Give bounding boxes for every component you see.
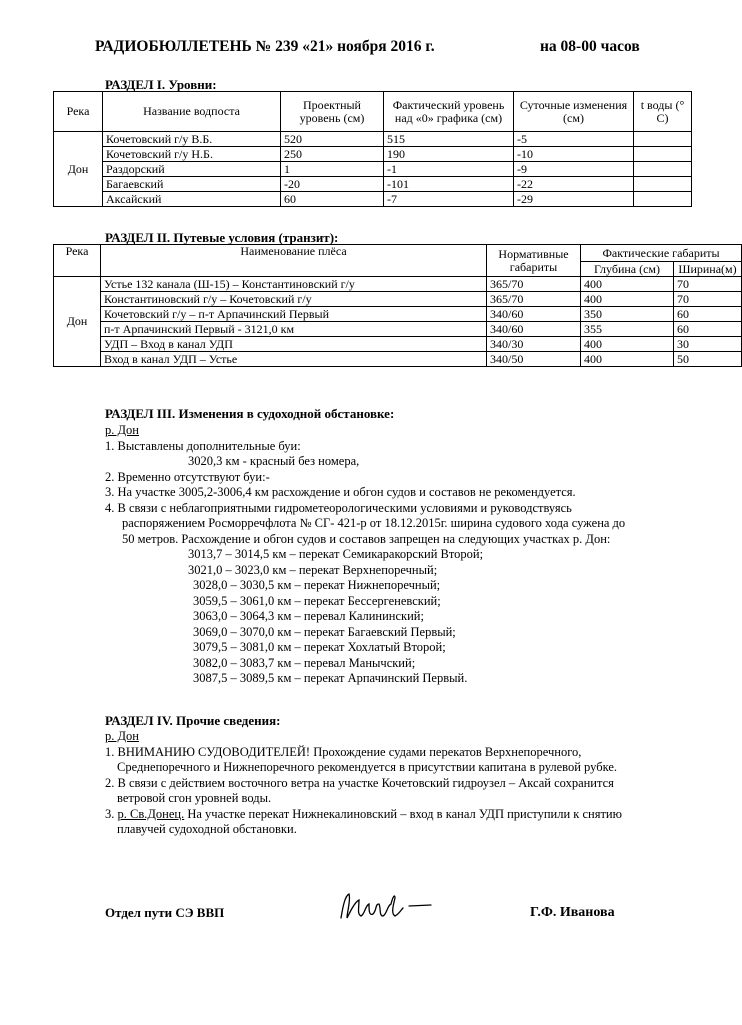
- section4-heading: РАЗДЕЛ IV. Прочие сведения:: [105, 713, 281, 728]
- list-item: 3063,0 – 3064,3 км – перевал Калининский;: [193, 609, 424, 623]
- width-cell: 70: [674, 277, 742, 292]
- daily-change-cell: -9: [514, 162, 634, 177]
- department-label: Отдел пути СЭ ВВП: [105, 905, 225, 920]
- item-4-line-2: распоряжением Росморречфлота № СГ- 421-р от 18.12.2015г. ширина судового хода сужена до: [122, 516, 626, 530]
- item-4-line-3: 50 метров. Расхождение и обгон судов и составов запрещен на следующих участках р. Дон:: [122, 531, 611, 546]
- table-row: [54, 192, 692, 207]
- item-3-text: На участке перекат Нижнекалиновский – вход в канал УДП приступили к снятию: [184, 806, 622, 821]
- table-row: [54, 132, 692, 147]
- actual-level-cell: -101: [384, 177, 514, 192]
- gauge-name-cell: Кочетовский г/у В.Б.: [103, 132, 281, 147]
- river-label: р. Дон: [105, 423, 139, 437]
- gauge-name-cell: Багаевский: [103, 177, 281, 192]
- table-row: [54, 277, 742, 292]
- reach-name-cell: УДП – Вход в канал УДП: [101, 337, 487, 352]
- item-1-line-1: 1. ВНИМАНИЮ СУДОВОДИТЕЛЕЙ! Прохождение судами перекатов Верхнепоречного,: [105, 744, 582, 759]
- table-row: [54, 352, 742, 367]
- design-level-cell: 250: [281, 147, 384, 162]
- item-4-line-1: 4. В связи с неблагоприятными гидрометеорологическими условиями и руководствуясь: [105, 500, 572, 515]
- item-1-detail: 3020,3 км - красный без номера,: [188, 454, 360, 468]
- normative-cell: 340/60: [487, 322, 581, 337]
- width-cell: 70: [674, 292, 742, 307]
- table-row: [54, 307, 742, 322]
- normative-cell: 365/70: [487, 277, 581, 292]
- col-actual-dims: Фактические габариты: [581, 245, 742, 262]
- water-temp-cell: [634, 177, 692, 192]
- gauge-name-cell: Кочетовский г/у Н.Б.: [103, 147, 281, 162]
- depth-cell: 400: [581, 352, 674, 367]
- title-text: РАДИОБЮЛЛЕТЕНЬ № 239 «21» ноября 2016 г.: [95, 38, 435, 55]
- table-row: [54, 147, 692, 162]
- item-2: 2. Временно отсутствуют буи:-: [105, 469, 270, 484]
- normative-cell: 340/60: [487, 307, 581, 322]
- normative-cell: 340/30: [487, 337, 581, 352]
- section1-heading: РАЗДЕЛ I. Уровни:: [105, 77, 217, 92]
- col-river: Река: [54, 245, 101, 277]
- reach-name-cell: Константиновский г/у – Кочетовский г/у: [101, 292, 487, 307]
- gauge-name-cell: Аксайский: [103, 192, 281, 207]
- list-item: 3079,5 – 3081,0 км – перекат Хохлатый Второй;: [193, 640, 446, 654]
- list-item: 3082,0 – 3083,7 км – перевал Манычский;: [193, 655, 416, 670]
- list-item: 3087,5 – 3089,5 км – перекат Арпачинский Первый.: [193, 671, 468, 685]
- actual-level-cell: -1: [384, 162, 514, 177]
- depth-cell: 400: [581, 292, 674, 307]
- actual-level-cell: -7: [384, 192, 514, 207]
- bulletin-time: на 08-00 часов: [540, 38, 640, 55]
- table-row: [54, 162, 692, 177]
- water-temp-cell: [634, 147, 692, 162]
- col-gauge-name: Название водпоста: [103, 92, 281, 132]
- col-design-level: Проектный уровень (см): [281, 92, 384, 132]
- width-cell: 60: [674, 307, 742, 322]
- depth-cell: 350: [581, 307, 674, 322]
- signatory-name: Г.Ф. Иванова: [530, 905, 615, 920]
- item-1: 1. Выставлены дополнительные буи:: [105, 438, 301, 453]
- daily-change-cell: -29: [514, 192, 634, 207]
- col-river: Река: [54, 92, 103, 132]
- section3-body: [105, 423, 625, 687]
- levels-header-row: [54, 92, 692, 132]
- depth-cell: 400: [581, 337, 674, 352]
- col-reach-name: Наименование плёса: [101, 245, 487, 277]
- item-3-line-1: [105, 807, 622, 823]
- item-3-number: 3.: [105, 806, 118, 821]
- item-2-line-2: ветровой сгон уровней воды.: [117, 791, 272, 805]
- section2-heading: РАЗДЕЛ II. Путевые условия (транзит):: [105, 230, 339, 245]
- river-cell: Дон: [54, 132, 103, 207]
- design-level-cell: 60: [281, 192, 384, 207]
- reach-name-cell: Устье 132 канала (Ш-15) – Константиновский г/у: [101, 277, 487, 292]
- col-water-temp: t воды (° С): [634, 92, 692, 132]
- reach-name-cell: п-т Арпачинский Первый - 3121,0 км: [101, 322, 487, 337]
- section4-body: [105, 729, 622, 838]
- item-3: 3. На участке 3005,2-3006,4 км расхождение и обгон судов и составов не рекомендуется.: [105, 485, 576, 499]
- section3-heading: РАЗДЕЛ III. Изменения в судоходной обстановке:: [105, 406, 395, 421]
- design-level-cell: 520: [281, 132, 384, 147]
- actual-level-cell: 515: [384, 132, 514, 147]
- reach-name-cell: Кочетовский г/у – п-т Арпачинский Первый: [101, 307, 487, 322]
- item-2-line-1: 2. В связи с действием восточного ветра на участке Кочетовский гидроузел – Аксай сохранится: [105, 775, 614, 790]
- list-item: 3013,7 – 3014,5 км – перекат Семикаракорский Второй;: [188, 547, 484, 561]
- actual-level-cell: 190: [384, 147, 514, 162]
- col-actual-level: Фактический уровень над «0» графика (см): [384, 92, 514, 132]
- normative-cell: 340/50: [487, 352, 581, 367]
- item-3-line-2: плавучей судоходной обстановки.: [117, 822, 297, 836]
- daily-change-cell: -10: [514, 147, 634, 162]
- table-row: [54, 292, 742, 307]
- col-depth: Глубина (см): [581, 262, 674, 277]
- bulletin-title: [95, 38, 640, 56]
- signature-image: [335, 888, 445, 928]
- signature: [335, 888, 445, 928]
- list-item: 3021,0 – 3023,0 км – перекат Верхнепоречный;: [188, 562, 438, 577]
- reach-name-cell: Вход в канал УДП – Устье: [101, 352, 487, 367]
- table-row: [54, 177, 692, 192]
- width-cell: 60: [674, 322, 742, 337]
- river-label: р. Дон: [105, 729, 139, 743]
- river-cell: Дон: [54, 277, 101, 367]
- list-item: 3028,0 – 3030,5 км – перекат Нижнепоречный;: [193, 578, 441, 592]
- item-1-line-2: Среднепоречного и Нижнепоречного рекомендуется в присутствии капитана в рулевой рубке.: [117, 760, 618, 774]
- daily-change-cell: -22: [514, 177, 634, 192]
- gauge-name-cell: Раздорский: [103, 162, 281, 177]
- normative-cell: 365/70: [487, 292, 581, 307]
- water-temp-cell: [634, 132, 692, 147]
- levels-table: [53, 91, 692, 207]
- transit-table: [53, 244, 742, 367]
- water-temp-cell: [634, 192, 692, 207]
- water-temp-cell: [634, 162, 692, 177]
- table-row: [54, 322, 742, 337]
- depth-cell: 355: [581, 322, 674, 337]
- depth-cell: 400: [581, 277, 674, 292]
- table-row: [54, 337, 742, 352]
- transit-header-row: [54, 245, 742, 262]
- river-label-donets: р. Св.Донец.: [117, 806, 185, 821]
- col-width: Ширина(м): [674, 262, 742, 277]
- width-cell: 50: [674, 352, 742, 367]
- daily-change-cell: -5: [514, 132, 634, 147]
- list-item: 3059,5 – 3061,0 км – перекат Бессергеневский;: [193, 593, 441, 608]
- col-daily-change: Суточные изменения (см): [514, 92, 634, 132]
- col-normative-dims: Нормативные габариты: [487, 245, 581, 277]
- design-level-cell: -20: [281, 177, 384, 192]
- design-level-cell: 1: [281, 162, 384, 177]
- width-cell: 30: [674, 337, 742, 352]
- list-item: 3069,0 – 3070,0 км – перекат Багаевский Первый;: [193, 624, 456, 639]
